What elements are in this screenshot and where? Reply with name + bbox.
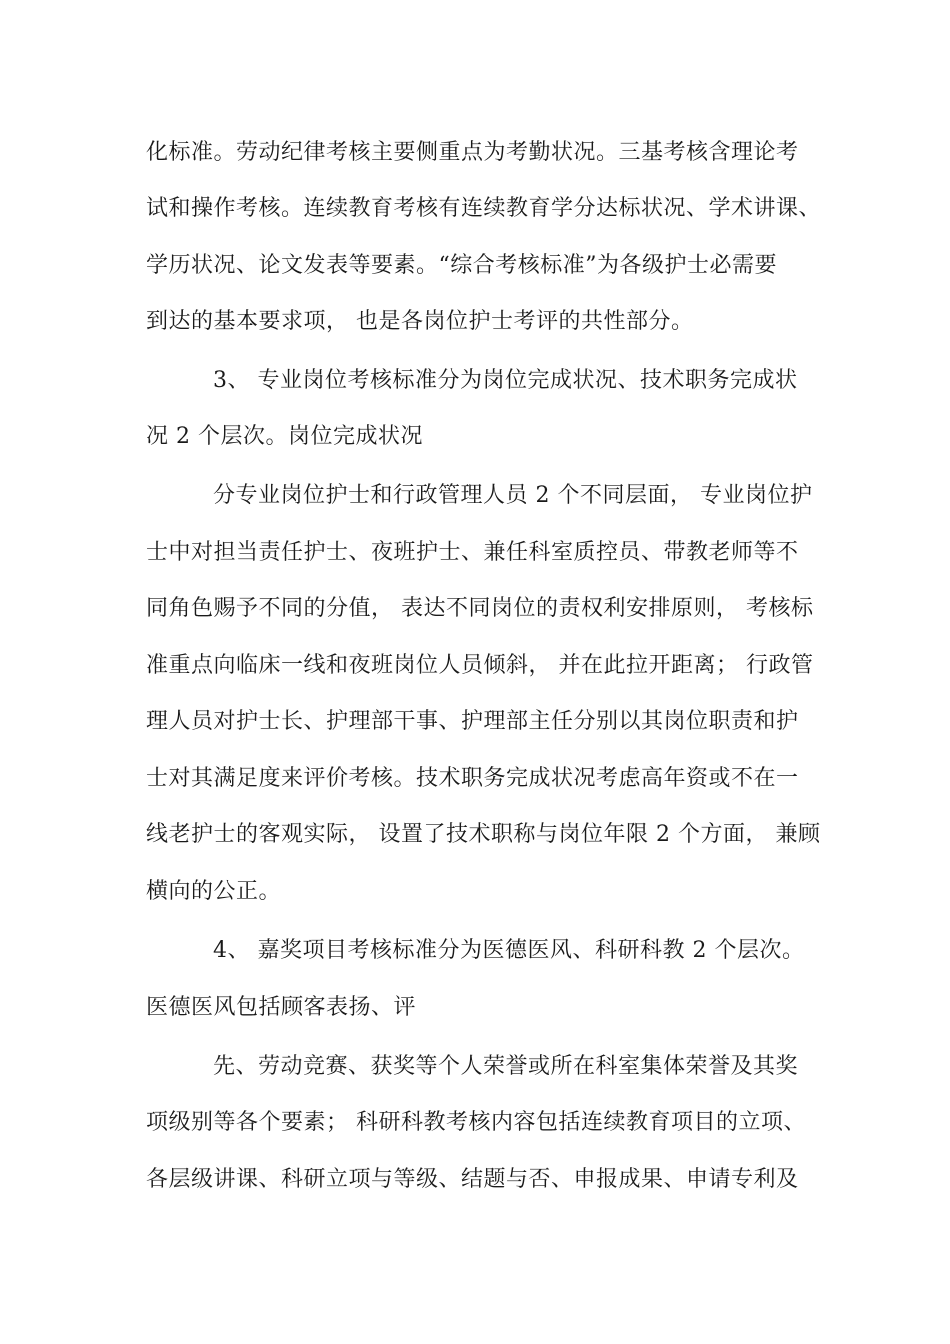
text-line-15: 4、 嘉奖项目考核标准分为医德医风、科研科教 2 个层次。 <box>213 938 805 963</box>
text-line-1: 化标准。劳动纪律考核主要侧重点为考勤状况。三基考核含理论考 <box>146 140 799 165</box>
text-line-5: 3、 专业岗位考核标准分为岗位完成状况、技术职务完成状 <box>213 368 798 393</box>
text-line-18: 项级别等各个要素； 科研科教考核内容包括连续教育项目的立项、 <box>146 1110 806 1135</box>
text-line-3: 学历状况、论文发表等要素。“综合考核标准”为各级护士必需要 <box>146 253 777 278</box>
text-line-13: 线老护士的客观实际， 设置了技术职称与岗位年限 2 个方面， 兼顾 <box>146 822 821 847</box>
text-line-10: 准重点向临床一线和夜班岗位人员倾斜， 并在此拉开距离； 行政管 <box>146 653 814 678</box>
text-line-6: 况 2 个层次。岗位完成状况 <box>146 424 423 449</box>
text-line-19: 各层级讲课、科研立项与等级、结题与否、申报成果、申请专利及 <box>146 1167 799 1192</box>
text-line-8: 士中对担当责任护士、夜班护士、兼任科室质控员、带教老师等不 <box>146 540 799 565</box>
text-line-14: 横向的公正。 <box>146 879 282 904</box>
text-line-11: 理人员对护士长、护理部干事、护理部主任分别以其岗位职责和护 <box>146 709 799 734</box>
text-line-2: 试和操作考核。连续教育考核有连续教育学分达标状况、学术讲课、 <box>146 196 822 221</box>
text-line-4: 到达的基本要求项， 也是各岗位护士考评的共性部分。 <box>146 309 694 334</box>
text-line-7: 分专业岗位护士和行政管理人员 2 个不同层面， 专业岗位护 <box>213 483 813 508</box>
text-line-16: 医德医风包括顾客表扬、评 <box>146 995 417 1020</box>
text-line-9: 同角色赐予不同的分值， 表达不同岗位的责权利安排原则， 考核标 <box>146 596 814 621</box>
text-line-17: 先、劳动竞赛、获奖等个人荣誉或所在科室集体荣誉及其奖 <box>213 1054 799 1079</box>
text-line-12: 士对其满足度来评价考核。技术职务完成状况考虑高年资或不在一 <box>146 766 799 791</box>
